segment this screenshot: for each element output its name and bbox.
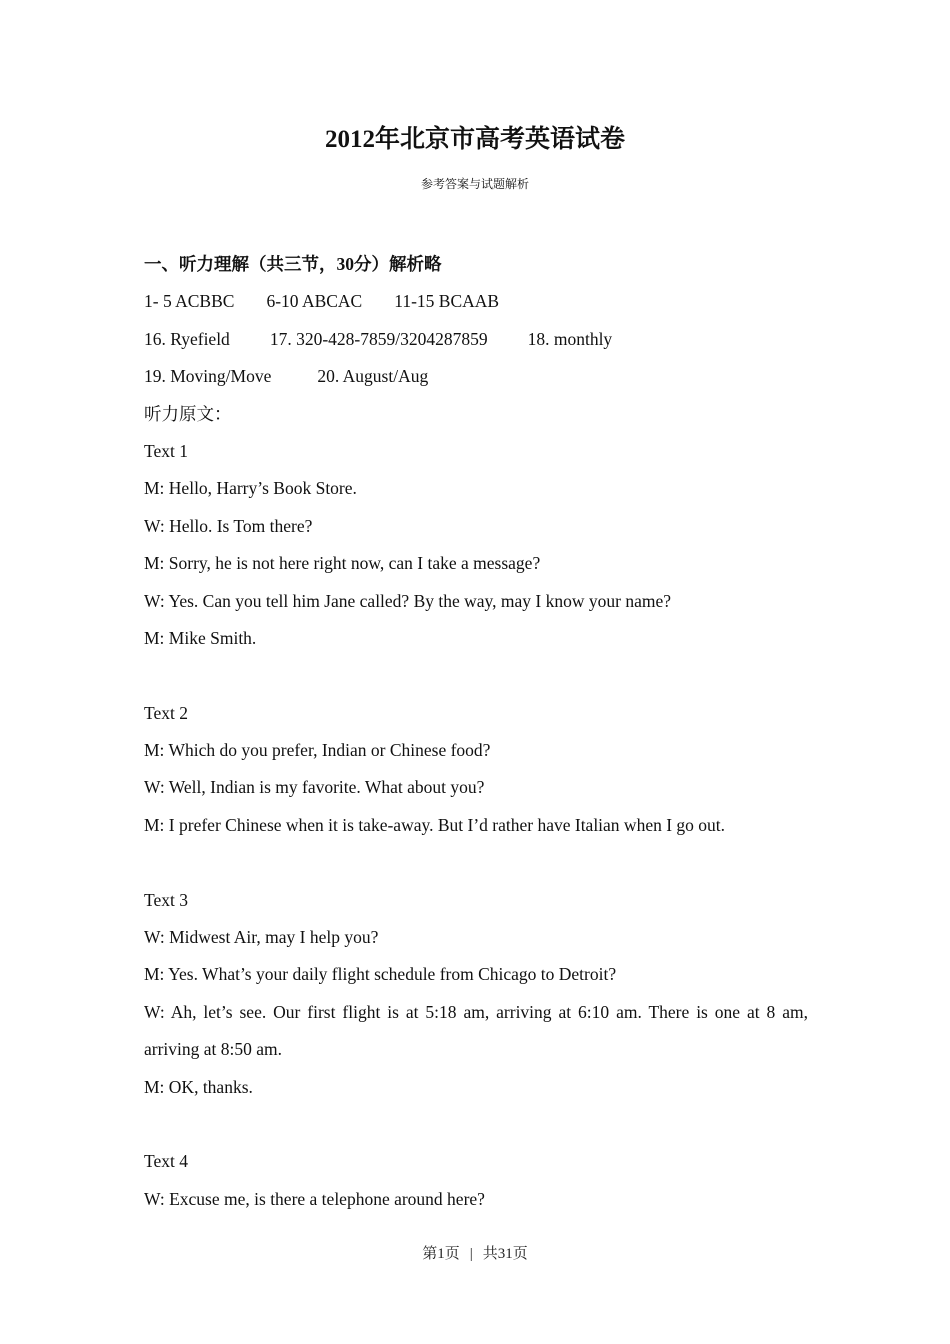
dialogue-line: W: Well, Indian is my favorite. What about you? <box>144 777 485 798</box>
dialogue-line: M: Sorry, he is not here right now, can I take a message? <box>144 553 541 574</box>
answer-group: 19. Moving/Move <box>144 366 272 387</box>
dialogue-line: M: OK, thanks. <box>144 1076 253 1097</box>
page-number: 第1页 <box>422 1246 460 1262</box>
text-label: Text 2 <box>144 702 188 723</box>
answer-group: 16. Ryefield <box>144 328 230 349</box>
dialogue-line: W: Yes. Can you tell him Jane called? By the way, may I know your name? <box>144 590 671 611</box>
answer-group: 1- 5 ACBBC <box>144 291 235 312</box>
answer-row <box>144 283 808 320</box>
document-subtitle: 参考答案与试题解析 <box>420 177 529 191</box>
transcript-label: 听力原文： <box>144 403 232 424</box>
answer-group: 11-15 BCAAB <box>394 291 500 312</box>
dialogue-line: M: Which do you prefer, Indian or Chinese food? <box>144 740 491 761</box>
dialogue-line: W: Ah, let’s see. Our first flight is at 5:18 am, arriving at 6:10 am. There is one at 8 am, arriving at 8:50 am. <box>144 1001 808 1060</box>
answer-group: 18. monthly <box>527 328 613 349</box>
document-title: 2012年北京市高考英语试卷 <box>324 126 625 153</box>
text-label: Text 1 <box>144 440 188 461</box>
page-total: 共31页 <box>482 1246 528 1262</box>
page-footer <box>0 1244 950 1264</box>
dialogue-line: M: Yes. What’s your daily flight schedule from Chicago to Detroit? <box>144 964 617 985</box>
answer-row <box>144 358 808 395</box>
dialogue-line: M: I prefer Chinese when it is take-away. But I’d rather have Italian when I go out. <box>144 814 726 835</box>
dialogue-line: W: Excuse me, is there a telephone around here? <box>144 1188 485 1209</box>
dialogue-line: M: Mike Smith. <box>144 627 257 648</box>
footer-separator: | <box>469 1246 473 1262</box>
text-label: Text 4 <box>144 1151 188 1172</box>
answer-group: 6-10 ABCAC <box>266 291 363 312</box>
dialogue-line: M: Hello, Harry’s Book Store. <box>144 478 357 499</box>
section-heading: 一、听力理解（共三节，30分）解析略 <box>144 254 442 274</box>
answer-row <box>144 321 808 358</box>
text-label: Text 3 <box>144 889 188 910</box>
dialogue-line: W: Midwest Air, may I help you? <box>144 927 379 948</box>
document-body <box>144 246 808 1218</box>
answer-group: 20. August/Aug <box>317 366 429 387</box>
dialogue-line: W: Hello. Is Tom there? <box>144 515 313 536</box>
answer-group: 17. 320-428-7859/3204287859 <box>269 328 488 349</box>
